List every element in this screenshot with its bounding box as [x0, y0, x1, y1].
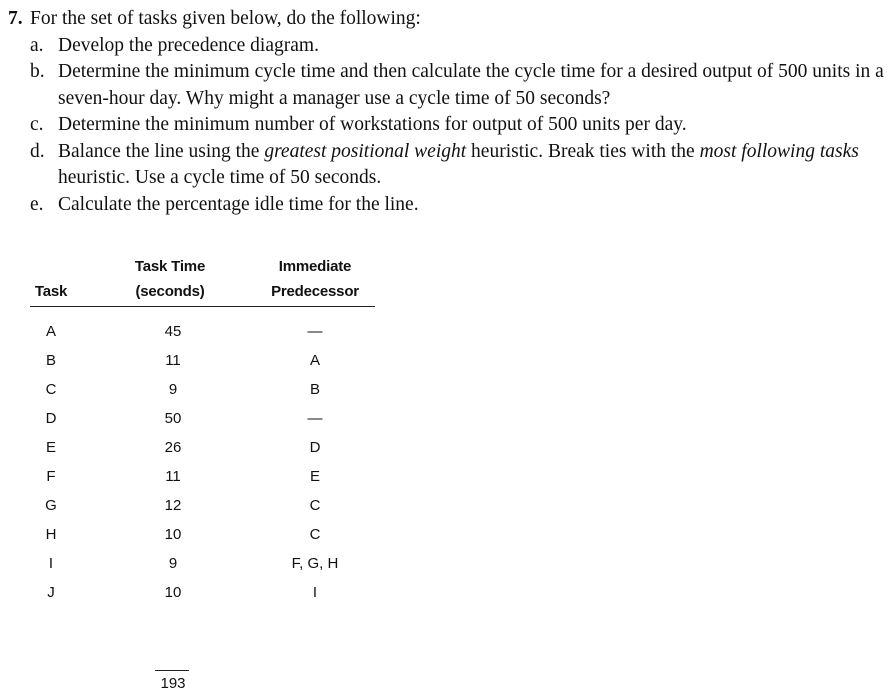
predecessor-cell: F, G, H — [291, 555, 339, 572]
text-segment: Calculate the percentage idle time for the line. — [58, 193, 419, 215]
header-task-time-line1: Task Time — [134, 258, 206, 275]
question-number: 7. — [8, 8, 23, 29]
task-time-cell: 11 — [165, 352, 181, 369]
task-time-cell: 26 — [164, 439, 182, 456]
question-parts-list — [8, 33, 884, 219]
question-part-label: d. — [30, 140, 45, 162]
emphasized-term: most following tasks — [699, 140, 859, 162]
table-row — [30, 549, 375, 578]
predecessor-cell: A — [309, 352, 320, 369]
task-cell: A — [45, 323, 56, 340]
predecessor-cell: D — [309, 439, 321, 456]
table-body — [30, 317, 375, 692]
task-time-cell: 11 — [165, 468, 181, 485]
text-segment: Balance the line using the — [58, 140, 265, 162]
question-part-text — [58, 59, 884, 112]
task-cell: G — [45, 497, 57, 514]
header-task-time-line2: (seconds) — [135, 283, 205, 300]
table-row — [30, 462, 375, 491]
question-part — [8, 59, 884, 112]
table-row — [30, 375, 375, 404]
table-row — [30, 404, 375, 433]
predecessor-cell: — — [307, 323, 323, 340]
task-cell: B — [45, 352, 56, 369]
table-header — [30, 254, 375, 307]
table-row — [30, 520, 375, 549]
predecessor-cell: C — [309, 497, 321, 514]
task-cell: H — [45, 526, 57, 543]
header-predecessor — [260, 254, 370, 304]
header-task-time — [118, 254, 222, 304]
task-time-cell: 10 — [164, 526, 182, 543]
table-row — [30, 346, 375, 375]
predecessor-cell: — — [307, 410, 323, 427]
text-segment: heuristic. Break ties with the — [466, 140, 700, 162]
task-time-cell: 9 — [168, 555, 178, 572]
text-segment: Develop the precedence diagram. — [58, 34, 319, 56]
predecessor-cell: C — [309, 526, 321, 543]
question-part — [8, 192, 884, 219]
predecessor-cell: B — [309, 381, 320, 398]
task-cell: I — [48, 555, 54, 572]
task-time-cell: 50 — [164, 410, 182, 427]
task-time-cell: 10 — [164, 584, 182, 601]
task-table — [30, 254, 375, 692]
question-header — [8, 6, 884, 33]
task-cell: C — [45, 381, 57, 398]
text-segment: Determine the minimum number of workstations for output of 500 units per day. — [58, 114, 687, 135]
question-part — [8, 139, 884, 192]
predecessor-cell: I — [312, 584, 318, 601]
text-segment: heuristic. Use a cycle time of 50 seconds. — [58, 167, 382, 188]
question-part-label: b. — [30, 61, 45, 82]
header-task: Task — [34, 283, 68, 300]
question-part-label: a. — [30, 34, 44, 56]
task-time-cell: 9 — [168, 381, 178, 398]
total-task-time: 193 — [160, 675, 186, 692]
question-intro: For the set of tasks given below, do the following: — [30, 8, 421, 29]
header-predecessor-line2: Predecessor — [271, 283, 359, 300]
task-time-cell: 45 — [164, 323, 182, 340]
task-cell: F — [46, 468, 56, 485]
header-predecessor-line1: Immediate — [278, 258, 352, 275]
task-cell: D — [45, 410, 57, 427]
table-row — [30, 433, 375, 462]
text-segment: Determine the minimum cycle time and then calculate the cycle time for a desired output of 500 units in a seven-hour day. Why might a manager use a cycle time of 50 seconds? — [58, 61, 884, 109]
question-part-label: c. — [30, 114, 44, 135]
table-row — [30, 491, 375, 520]
question-part-label: e. — [30, 193, 44, 215]
task-time-cell: 12 — [164, 497, 182, 514]
emphasized-term: greatest positional weight — [264, 140, 467, 162]
predecessor-cell: E — [309, 468, 320, 485]
question-part-text — [58, 139, 884, 192]
question-part — [8, 112, 884, 139]
task-cell: E — [45, 439, 56, 456]
table-row — [30, 317, 375, 346]
task-cell: J — [47, 584, 55, 601]
table-row — [30, 578, 375, 607]
question-part-text — [58, 112, 884, 139]
question-part-text — [58, 192, 884, 219]
problem-statement — [8, 6, 884, 218]
question-part-text — [58, 33, 884, 60]
question-part — [8, 33, 884, 60]
